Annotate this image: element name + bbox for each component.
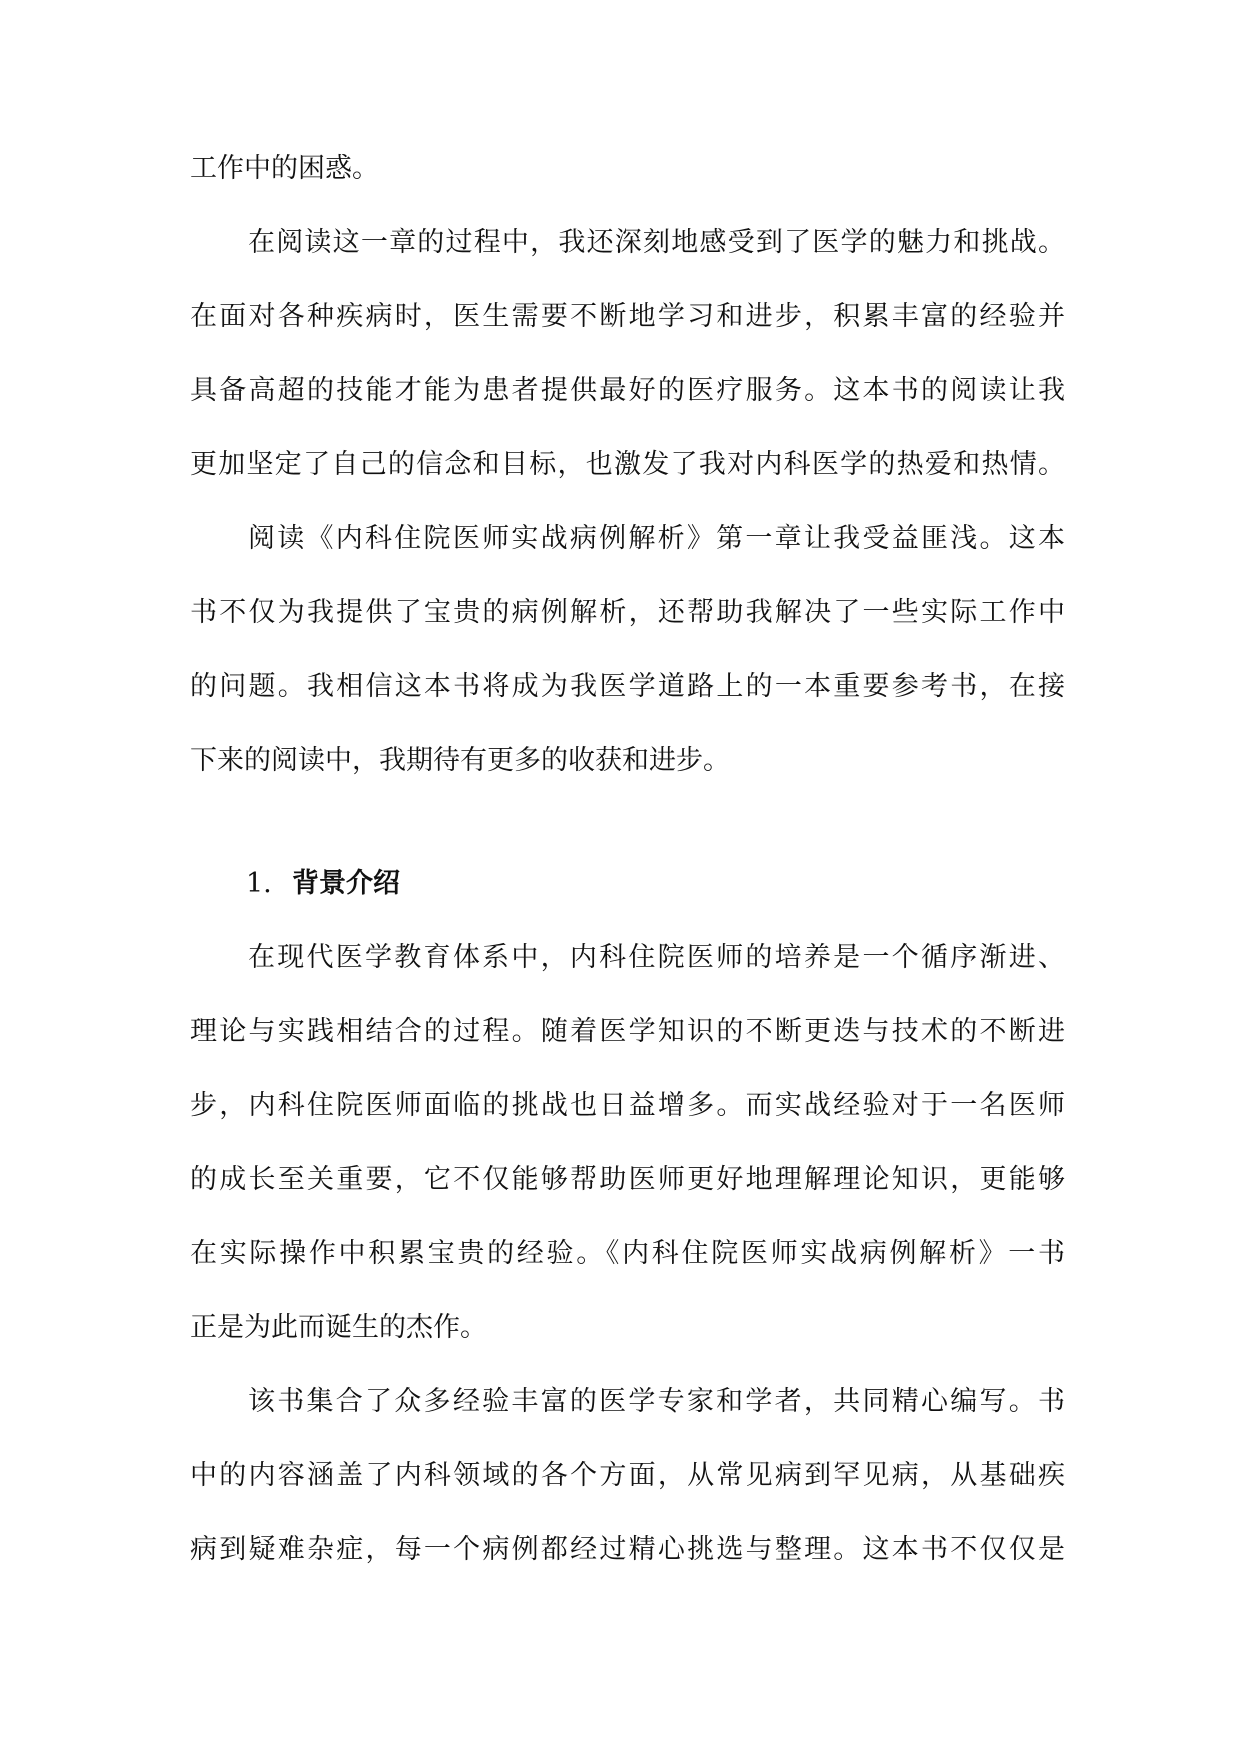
text-line: 工作中的困惑。: [190, 153, 379, 184]
text-line: 书不仅为我提供了宝贵的病例解析，还帮助我解决了一些实际工作中: [190, 597, 1065, 628]
text-line: 在实际操作中积累宝贵的经验。《内科住院医师实战病例解析》一书: [190, 1238, 1065, 1269]
text-line: 在阅读这一章的过程中，我还深刻地感受到了医学的魅力和挑战。: [248, 227, 1065, 258]
text-line: 正是为此而诞生的杰作。: [190, 1312, 487, 1343]
section-heading: [246, 864, 400, 904]
text-line: 的成长至关重要，它不仅能够帮助医师更好地理解理论知识，更能够: [190, 1164, 1065, 1195]
text-line: 病到疑难杂症，每一个病例都经过精心挑选与整理。这本书不仅仅是: [190, 1534, 1065, 1565]
text-line: 具备高超的技能才能为患者提供最好的医疗服务。这本书的阅读让我: [190, 375, 1065, 406]
text-line: 步，内科住院医师面临的挑战也日益增多。而实战经验对于一名医师: [190, 1090, 1065, 1121]
text-line: 的问题。我相信这本书将成为我医学道路上的一本重要参考书，在接: [190, 671, 1065, 702]
section-title: 背景介绍: [292, 868, 400, 899]
text-line: 下来的阅读中，我期待有更多的收获和进步。: [190, 745, 730, 776]
text-line: 理论与实践相结合的过程。随着医学知识的不断更迭与技术的不断进: [190, 1016, 1065, 1047]
text-line: 中的内容涵盖了内科领域的各个方面，从常见病到罕见病，从基础疾: [190, 1460, 1065, 1491]
text-line: 在现代医学教育体系中，内科住院医师的培养是一个循序渐进、: [248, 942, 1065, 973]
text-line: 该书集合了众多经验丰富的医学专家和学者，共同精心编写。书: [248, 1386, 1065, 1417]
text-line: 阅读《内科住院医师实战病例解析》第一章让我受益匪浅。这本: [248, 523, 1065, 554]
section-number: 1.: [246, 868, 272, 899]
text-line: 更加坚定了自己的信念和目标，也激发了我对内科医学的热爱和热情。: [190, 449, 1065, 480]
text-line: 在面对各种疾病时，医生需要不断地学习和进步，积累丰富的经验并: [190, 301, 1065, 332]
